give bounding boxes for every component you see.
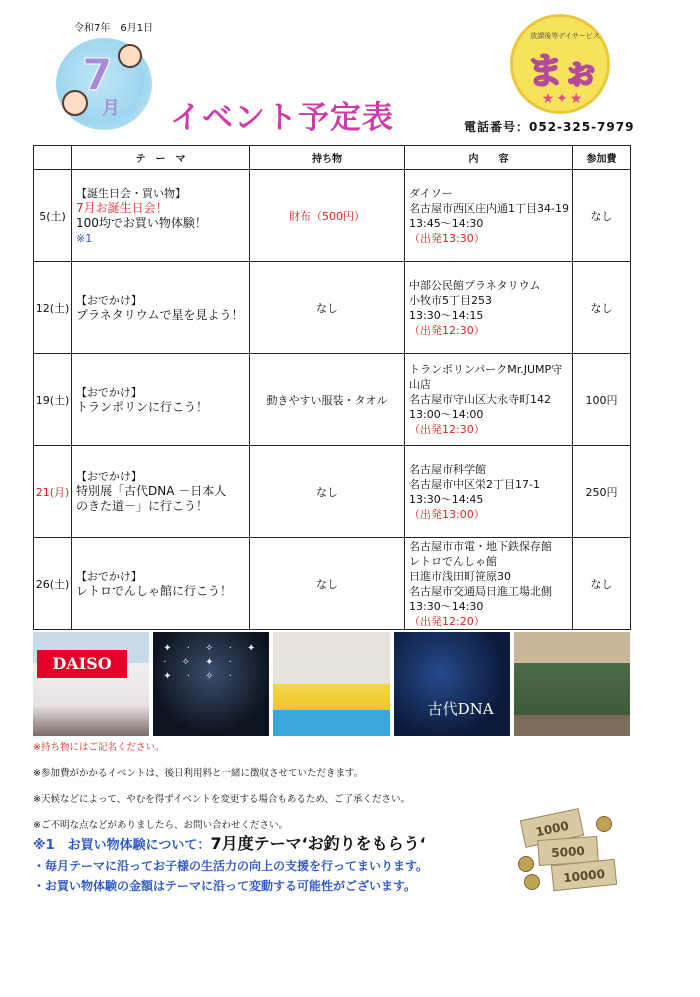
content-line: レトロでんしゃ館 xyxy=(409,554,497,568)
page-title: イベント予定表 xyxy=(170,100,394,136)
content-line: 13:30～14:15 xyxy=(409,308,484,322)
event-theme xyxy=(72,354,250,446)
trampoline-photo xyxy=(273,632,389,736)
ancient-dna-poster xyxy=(394,632,510,736)
daiso-photo xyxy=(33,632,149,736)
items-to-bring: なし xyxy=(250,538,405,630)
month-unit: 月 xyxy=(102,98,120,119)
event-theme xyxy=(72,538,250,630)
participation-fee: 250円 xyxy=(573,446,631,538)
table-row xyxy=(34,354,631,446)
logo: 放課後等デイサービス まぉ ★✦★ xyxy=(510,14,610,114)
dna-poster-title: 古代DNA xyxy=(427,700,494,718)
event-title: のきた道－」に行こう！ xyxy=(76,499,209,513)
departure-time: （出発13:30） xyxy=(409,231,485,245)
table-header-row xyxy=(34,146,631,170)
header-fee: 参加費 xyxy=(573,146,631,170)
header-theme: テ ー マ xyxy=(72,146,250,170)
table-row xyxy=(34,446,631,538)
event-schedule-table xyxy=(33,145,631,630)
child-illustration xyxy=(118,44,142,68)
content-line: 名古屋市交通局日進工場北側 xyxy=(409,584,552,598)
note-item: ※天候などによって、やむを得ずイベントを変更する場合もあるため、ご了承ください。 xyxy=(33,794,411,805)
participation-fee: なし xyxy=(573,170,631,262)
content-line: 名古屋市科学館 xyxy=(409,462,486,476)
money-illustration xyxy=(516,808,620,892)
table-row xyxy=(34,262,631,354)
content-line: ダイソー xyxy=(409,186,453,200)
coin-icon xyxy=(518,856,534,872)
planetarium-photo: ✦ · ✧ · ✦ · ✧ ✦ · ✦ · ✧ · xyxy=(153,632,269,736)
note-item: ※ご不明な点などがありましたら、お問い合わせください。 xyxy=(33,820,288,831)
departure-time: （出発12:30） xyxy=(409,423,485,436)
shopping-note-prefix: ※1 お買い物体験について： xyxy=(33,838,211,853)
shopping-experience-note xyxy=(33,834,428,896)
content-line: 名古屋市守山区大永寺町142 xyxy=(409,393,551,406)
banknote: 5000 xyxy=(537,836,599,866)
header-content: 内 容 xyxy=(405,146,573,170)
event-day: 26(土) xyxy=(34,538,72,630)
items-to-bring: 財布（500円） xyxy=(250,170,405,262)
items-to-bring: 動きやすい服装・タオル xyxy=(250,354,405,446)
banknote: 1000 xyxy=(520,808,585,848)
note-item: ※参加費がかかるイベントは、後日利用料と一緒に徴収させていただきます。 xyxy=(33,768,364,779)
event-content xyxy=(405,170,573,262)
shopping-note-line: ・お買い物体験の金額はテーマに沿って変動する可能性がございます。 xyxy=(33,879,417,893)
event-category: 【おでかけ】 xyxy=(76,293,142,307)
event-title: 特別展「古代DNA －日本人 xyxy=(76,484,227,498)
retro-train-photo xyxy=(514,632,630,736)
month-number: 7 xyxy=(82,50,113,101)
footnote-ref: ※1 xyxy=(76,231,93,245)
event-day: 21(月) xyxy=(34,446,72,538)
event-title: 7月お誕生日会！ xyxy=(76,200,168,215)
departure-time: （出発12:30） xyxy=(409,323,485,337)
coin-icon xyxy=(524,874,540,890)
header-day xyxy=(34,146,72,170)
header-items: 持ち物 xyxy=(250,146,405,170)
event-category: 【おでかけ】 xyxy=(76,569,142,583)
month-badge xyxy=(56,38,152,130)
event-day: 5(土) xyxy=(34,170,72,262)
table-row xyxy=(34,538,631,630)
event-title: トランポリンに行こう！ xyxy=(76,399,209,414)
participation-fee: 100円 xyxy=(573,354,631,446)
departure-time: （出発13:00） xyxy=(409,507,485,521)
phone-number: 電話番号：052-325-7979 xyxy=(464,120,635,134)
content-line: 名古屋市西区庄内通1丁目34-19 xyxy=(409,201,569,215)
items-to-bring: なし xyxy=(250,446,405,538)
content-line: 名古屋市市電・地下鉄保存館 xyxy=(409,539,552,553)
note-item: ※持ち物にはご記名ください。 xyxy=(33,742,165,753)
photo-strip xyxy=(33,632,630,736)
star-icons: ★✦★ xyxy=(541,91,585,107)
shopping-note-line: ・毎月テーマに沿ってお子様の生活力の向上の支援を行ってまいります。 xyxy=(33,859,429,873)
table-row xyxy=(34,170,631,262)
content-line: 名古屋市中区栄2丁目17-1 xyxy=(409,477,540,491)
content-line: 13:30～14:30 xyxy=(409,599,484,613)
event-theme xyxy=(72,170,250,262)
event-title: プラネタリウムで星を見よう！ xyxy=(76,307,244,322)
event-category: 【おでかけ】 xyxy=(76,470,142,483)
event-category: 【おでかけ】 xyxy=(76,385,142,399)
event-title: レトロでんしゃ館に行こう！ xyxy=(76,583,233,598)
issue-date: 令和7年 6月1日 xyxy=(74,23,154,34)
event-title: 100均でお買い物体験！ xyxy=(76,215,207,230)
participation-fee: なし xyxy=(573,538,631,630)
monthly-theme: 7月度テーマ‘お釣りをもらう‘ xyxy=(210,834,426,853)
event-day: 12(土) xyxy=(34,262,72,354)
content-line: 中部公民館プラネタリウム xyxy=(409,278,541,292)
participation-fee: なし xyxy=(573,262,631,354)
event-content xyxy=(405,538,573,630)
event-content xyxy=(405,354,573,446)
content-line: トランポリンパークMr.JUMP守山店 xyxy=(409,363,563,391)
banknote: 10000 xyxy=(551,859,617,892)
content-line: 小牧市5丁目253 xyxy=(409,293,492,307)
items-to-bring: なし xyxy=(250,262,405,354)
content-line: 日進市浅田町笹原30 xyxy=(409,569,511,583)
event-category: 【誕生日会・買い物】 xyxy=(76,186,186,200)
event-content xyxy=(405,446,573,538)
daiso-sign: DAISO xyxy=(37,650,127,678)
event-content xyxy=(405,262,573,354)
content-line: 13:45～14:30 xyxy=(409,216,484,230)
event-day: 19(土) xyxy=(34,354,72,446)
content-line: 13:00～14:00 xyxy=(409,408,484,421)
content-line: 13:30～14:45 xyxy=(409,492,484,506)
departure-time: （出発12:20） xyxy=(409,614,485,628)
event-theme xyxy=(72,262,250,354)
coin-icon xyxy=(596,816,612,832)
event-theme xyxy=(72,446,250,538)
notes xyxy=(33,742,410,846)
